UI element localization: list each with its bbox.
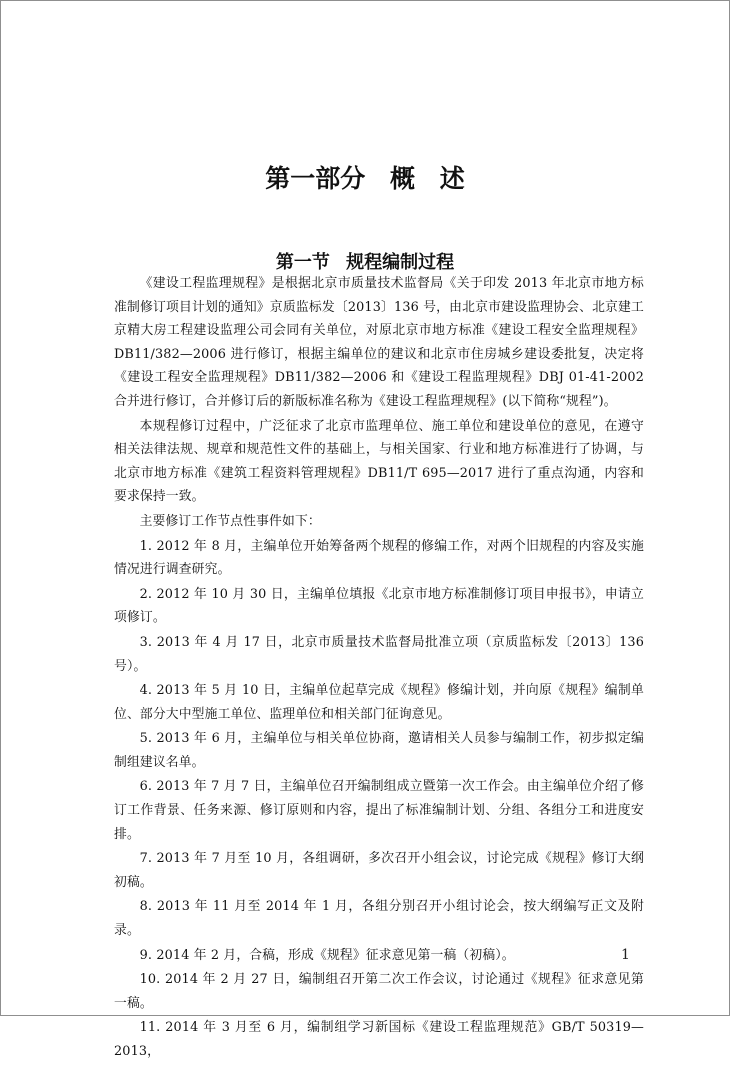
list-item: 11. 2014 年 3 月至 6 月，编制组学习新国标《建设工程监理规范》GB/T 50319—2013，: [114, 1020, 644, 1059]
list-item: 4. 2013 年 5 月 10 日，主编单位起草完成《规程》修编计划，并向原《规程》编制单位、部分大中型施工单位、监理单位和相关部门征询意见。: [114, 683, 644, 722]
part-title: 第一部分 概 述: [265, 163, 465, 193]
page-number: 1: [621, 947, 630, 963]
list-item: 7. 2013 年 7 月至 10 月，各组调研，多次召开小组会议，讨论完成《规程》修订大纲初稿。: [114, 851, 644, 890]
paragraph: 主要修订工作节点性事件如下：: [139, 513, 321, 529]
list-item: 1. 2012 年 8 月，主编单位开始筹备两个规程的修编工作，对两个旧规程的内容及实施情况进行调查研究。: [114, 538, 644, 578]
section-title: 第一节 规程编制过程: [275, 251, 455, 273]
list-item: 3. 2013 年 4 月 17 日，北京市质量技术监督局批准立项（京质监标发〔2013〕136 号）。: [114, 634, 644, 674]
list-item: 5. 2013 年 6 月，主编单位与相关单位协商，邀请相关人员参与编制工作，初步拟定编制组建议名单。: [114, 731, 644, 770]
body-text: [114, 272, 644, 1065]
list-item: 6. 2013 年 7 月 7 日，主编单位召开编制组成立暨第一次工作会。由主编单位介绍了修订工作背景、任务来源、修订原则和内容，提出了标准编制计划、分组、各组分工和进度安排。: [114, 779, 644, 842]
list-item: 10. 2014 年 2 月 27 日，编制组召开第二次工作会议，讨论通过《规程》征求意见第一稿。: [114, 972, 644, 1011]
list-item: 8. 2013 年 11 月至 2014 年 1 月，各组分别召开小组讨论会，按大纲编写正文及附录。: [114, 899, 644, 939]
list-item: 9. 2014 年 2 月，合稿，形成《规程》征求意见第一稿（初稿）。: [139, 947, 515, 963]
paragraph: 《建设工程监理规程》是根据北京市质量技术监督局《关于印发 2013 年北京市地方标准制修订项目计划的通知》京质监标发〔2013〕136 号，由北京市建设监理协会、北京建工京精大房工程建设监理公司会同有关单位，对原北京市地方标准《建设工程安全监理规程》DB11/382—2006 进行修订，根据主编单位的建议和北京市住房城乡建设委批复，决定将《建设工程安全监理规程》DB11/382—2006 和《建设工程监理规程》DBJ 01-41-2002 合并进行修订，合并修订后的新版标准名称为《建设工程监理规程》(以下简称“规程”)。: [114, 276, 644, 409]
paragraph: 本规程修订过程中，广泛征求了北京市监理单位、施工单位和建设单位的意见，在遵守相关法律法规、规章和规范性文件的基础上，与相关国家、行业和地方标准进行了协调，与北京市地方标准《建筑工程资料管理规程》DB11/T 695—2017 进行了重点沟通，内容和要求保持一致。: [114, 418, 644, 505]
list-item: 2. 2012 年 10 月 30 日，主编单位填报《北京市地方标准制修订项目申报书》，申请立项修订。: [114, 586, 644, 626]
